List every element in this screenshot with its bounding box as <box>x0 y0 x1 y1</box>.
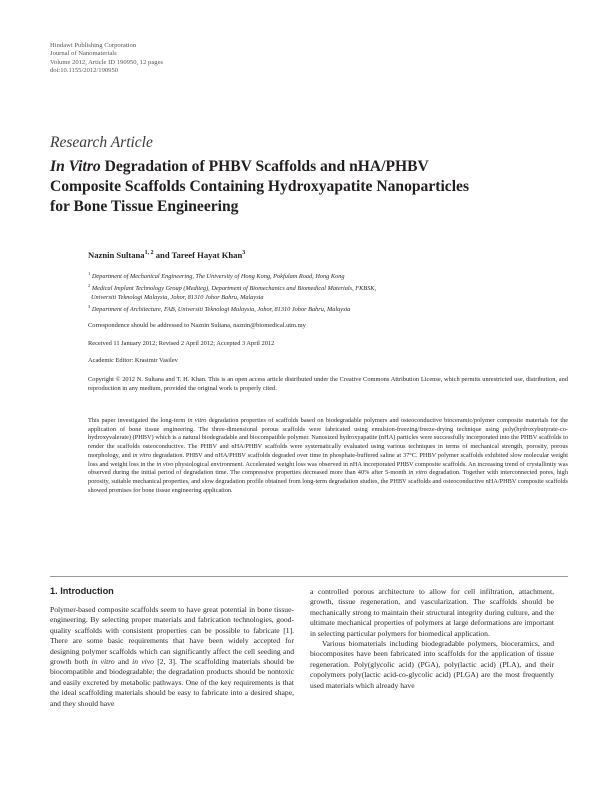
affiliations <box>88 270 568 314</box>
abstract-italic: in vivo <box>156 460 174 468</box>
affil-text: Department of Architecture, FAB, Universiti Teknologi Malaysia, Johor, 81310 Johor Bahru, Malaysia <box>91 305 351 313</box>
volume-info: Volume 2012, Article ID 190950, 12 pages <box>50 58 164 66</box>
affiliation-1 <box>88 270 568 282</box>
body-column-left <box>50 605 294 709</box>
abstract-italic: in vitro <box>408 469 428 477</box>
abstract-text: This paper investigated the long-term <box>88 417 188 424</box>
author-2[interactable]: Tareef Hayat Khan <box>171 250 243 260</box>
abstract-text: degradation properties of scaffolds based on biodegradable polymers and osteoconductive bioceramic/polymer composite materials for the application of bone tissue engineering. The three-dimensional porous scaffolds were fabricated using emulsion-freezing/freeze-drying technique using poly(hydroxybutyrate-co-hydroxyvalerate) (PHBV) which is a natural biodegradable and biocompatible polymer. Nanosized hydroxyapatite (nHA) particles were successfully incorporated into the PHBV scaffolds to render the scaffolds osteoconductive. The PHBV and nHA/PHBV scaffolds were systematically evaluated using various techniques in terms of mechanical strength, porosity, porous morphology, and <box>88 417 569 459</box>
affil-text: Universiti Teknologi Malaysia, Johor, 81310 Johor Bahru, Malaysia <box>91 293 264 301</box>
title-line1: Degradation of PHBV Scaffolds and nHA/PHBV <box>100 158 429 175</box>
abstract-text: physiological environment. Accelerated weight loss was observed in nHA incorporated PHBV composite scaffolds. An increasing trend of crystallinity was observed during the initial period of degradation time. The compressive properties decreased more than 40% after 5-month <box>88 460 568 477</box>
copyright-notice: Copyright © 2012 N. Sultana and T. H. Khan. This is an open access article distributed under the Creative Commons Attribution License, which permits unrestricted use, distribution, and reproduction in any medium, provided the original work is properly cited. <box>88 376 568 392</box>
affil-text: Medical Implant Technology Group (Mediteg), Department of Biomechanics and Biomedical Materials, FKBSK, <box>91 284 377 292</box>
received-dates: Received 11 January 2012; Revised 2 April 2012; Accepted 3 April 2012 <box>88 340 275 347</box>
author-conjunction: and <box>153 250 172 260</box>
publisher: Hindawi Publishing Corporation <box>50 42 137 49</box>
correspondence: Correspondence should be addressed to Naznin Sultana, naznin@biomedical.utm.my <box>88 322 306 329</box>
body-text: Polymer-based composite scaffolds seem to have great potential in bone tissue-engineering. By selecting proper materials and fabrication technologies, good-quality scaffolds with consistent properties can be possible to fabricate [1]. There are some basic requirements that have been widely accepted for designing polymer scaffolds which can significantly affect the cell seeding and growth both <box>50 605 294 667</box>
journal-name: Journal of Nanomaterials <box>50 50 117 58</box>
title-line2: Composite Scaffolds Containing Hydroxyapatite Nanoparticles <box>50 178 470 195</box>
doi[interactable]: doi:10.1155/2012/190950 <box>50 66 119 74</box>
academic-editor: Academic Editor: Krasimir Vasilev <box>88 357 178 364</box>
author-list <box>88 250 245 260</box>
affil-sup: 3 <box>88 303 91 309</box>
abstract-italic: in vitro <box>187 417 207 424</box>
abstract <box>88 417 568 495</box>
abstract-text: degradation. Together with interconnected pores, high porosity, suitable mechanical properties, and slow degradation profile obtained from long-term degradation studies, the PHBV scaffolds and osteoconductive nHA/PHBV composite scaffolds showed promises for bone tissue engineering application. <box>88 469 568 494</box>
section-heading: 1. Introduction <box>50 586 114 596</box>
body-text: [2, 3]. The scaffolding materials should be biocompatible and biodegradable; the degradation products should be nontoxic and easily excreted by metabolic pathways. One of the key requirements is that the ideal scaffolding materials should be easy to fabricate into a desired shape, and they should have <box>50 657 295 708</box>
title-lead: In Vitro <box>50 158 101 175</box>
author-1-affil: 1, 2 <box>144 250 154 257</box>
abstract-italic: in vitro <box>132 451 151 459</box>
paragraph: a controlled porous architecture to allow for cell infiltration, attachment, growth, tissue regeneration, and vascularization. The scaffolds should be mechanically strong to maintain their structural integrity during culture, and the ultimate mechanical properties of polymers at large deformations are important in selecting particular polymers for biomedical application. <box>310 587 554 638</box>
section-divider <box>50 576 568 577</box>
affiliation-3 <box>88 303 568 315</box>
article-title <box>50 157 570 217</box>
article-type: Research Article <box>50 134 153 151</box>
journal-header <box>50 42 163 75</box>
affiliation-2 <box>88 282 568 294</box>
body-italic: in vitro <box>91 657 115 667</box>
body-column-right <box>310 587 554 691</box>
affil-text: Department of Mechanical Engineering, The University of Hong Kong, Pokfulam Road, Hong Kong <box>91 273 345 281</box>
body-text: and <box>114 657 133 667</box>
author-2-affil: 3 <box>242 250 246 257</box>
affil-sup: 2 <box>88 282 91 288</box>
author-1[interactable]: Naznin Sultana <box>88 250 145 260</box>
affil-sup: 1 <box>88 271 91 276</box>
body-italic: in vivo <box>132 657 154 667</box>
affiliation-2-cont <box>88 294 568 303</box>
title-line3: for Bone Tissue Engineering <box>50 198 239 215</box>
paragraph <box>50 605 294 709</box>
abstract-text: degradation. PHBV and nHA/PHBV scaffolds degraded over time in phosphate-buffered saline at 37°C. PHBV polymer scaffolds exhibited slow molecular weight loss and weight loss in the <box>88 451 568 468</box>
paragraph: Various biomaterials including biodegradable polymers, bioceramics, and biocomposites have been fabricated into scaffolds for the application of tissue regeneration. Poly(glycolic acid) (PGA), poly(lactic acid) (PLA), and their copolymers poly(lactic acid-co-glycolic acid) (PLGA) are the most frequently used materials which already have <box>310 639 554 690</box>
